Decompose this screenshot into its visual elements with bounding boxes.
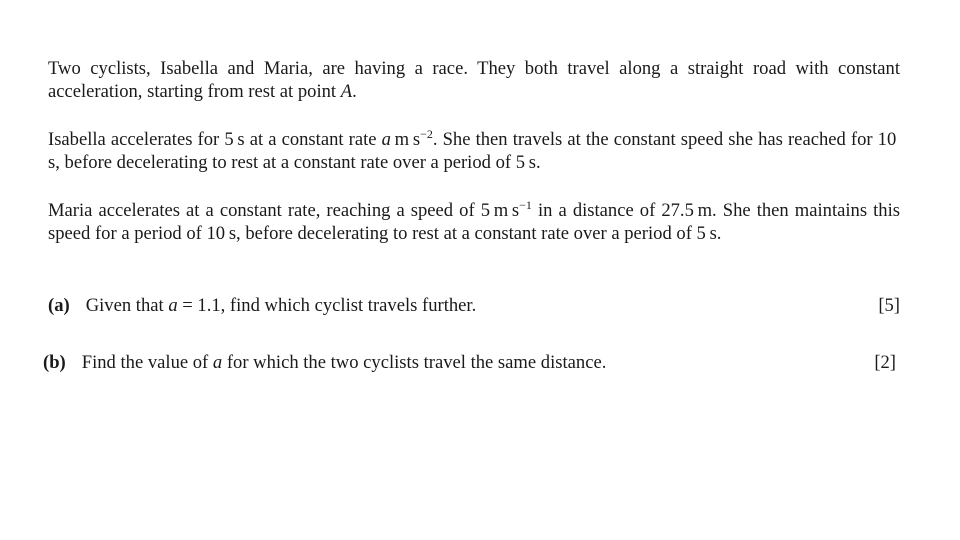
part-text-start: Given that — [85, 295, 169, 316]
question-body — [48, 57, 900, 245]
marks-badge: [5] — [878, 295, 900, 316]
part-text — [82, 351, 875, 374]
variable-a: a — [381, 129, 391, 150]
unit-exponent: −2 — [420, 127, 433, 141]
isabella-paragraph — [48, 128, 900, 174]
unit-exponent: −1 — [519, 198, 532, 212]
maria-text: Maria accelerates at a constant rate, reaching a speed of 5 m s — [48, 200, 520, 221]
marks-badge: [2] — [874, 352, 896, 373]
part-label: (a) — [48, 295, 70, 316]
variable-a: a — [212, 352, 223, 373]
isabella-text-end: . She then travels at the constant speed she has reached for 10 s, before decelerating to rest at a constant rate over a period of 5 s. — [48, 129, 900, 173]
intro-end: . — [352, 81, 357, 102]
part-text-end: = 1.1, find which cyclist travels further. — [177, 295, 477, 316]
intro-text: Two cyclists, Isabella and Maria, are having a race. They both travel along a straight road with constant acceleration, starting from rest at point — [48, 58, 900, 102]
part-label: (b) — [43, 352, 66, 373]
question-part-b — [43, 351, 896, 374]
point-label: A — [340, 81, 353, 102]
maria-paragraph — [48, 199, 900, 245]
maria-text-end: in a distance of 27.5 m. She then maintains this speed for a period of 10 s, before decelerating to rest at a constant rate over a period of 5 s. — [48, 200, 900, 244]
intro-paragraph — [48, 57, 900, 103]
part-text-start: Find the value of — [81, 352, 213, 373]
part-text-end: for which the two cyclists travel the same distance. — [222, 352, 607, 373]
part-text — [86, 294, 879, 317]
acceleration-unit: m s — [390, 129, 421, 150]
isabella-text: Isabella accelerates for 5 s at a constant rate — [48, 129, 382, 150]
question-part-a — [48, 294, 900, 317]
variable-a: a — [168, 295, 178, 316]
